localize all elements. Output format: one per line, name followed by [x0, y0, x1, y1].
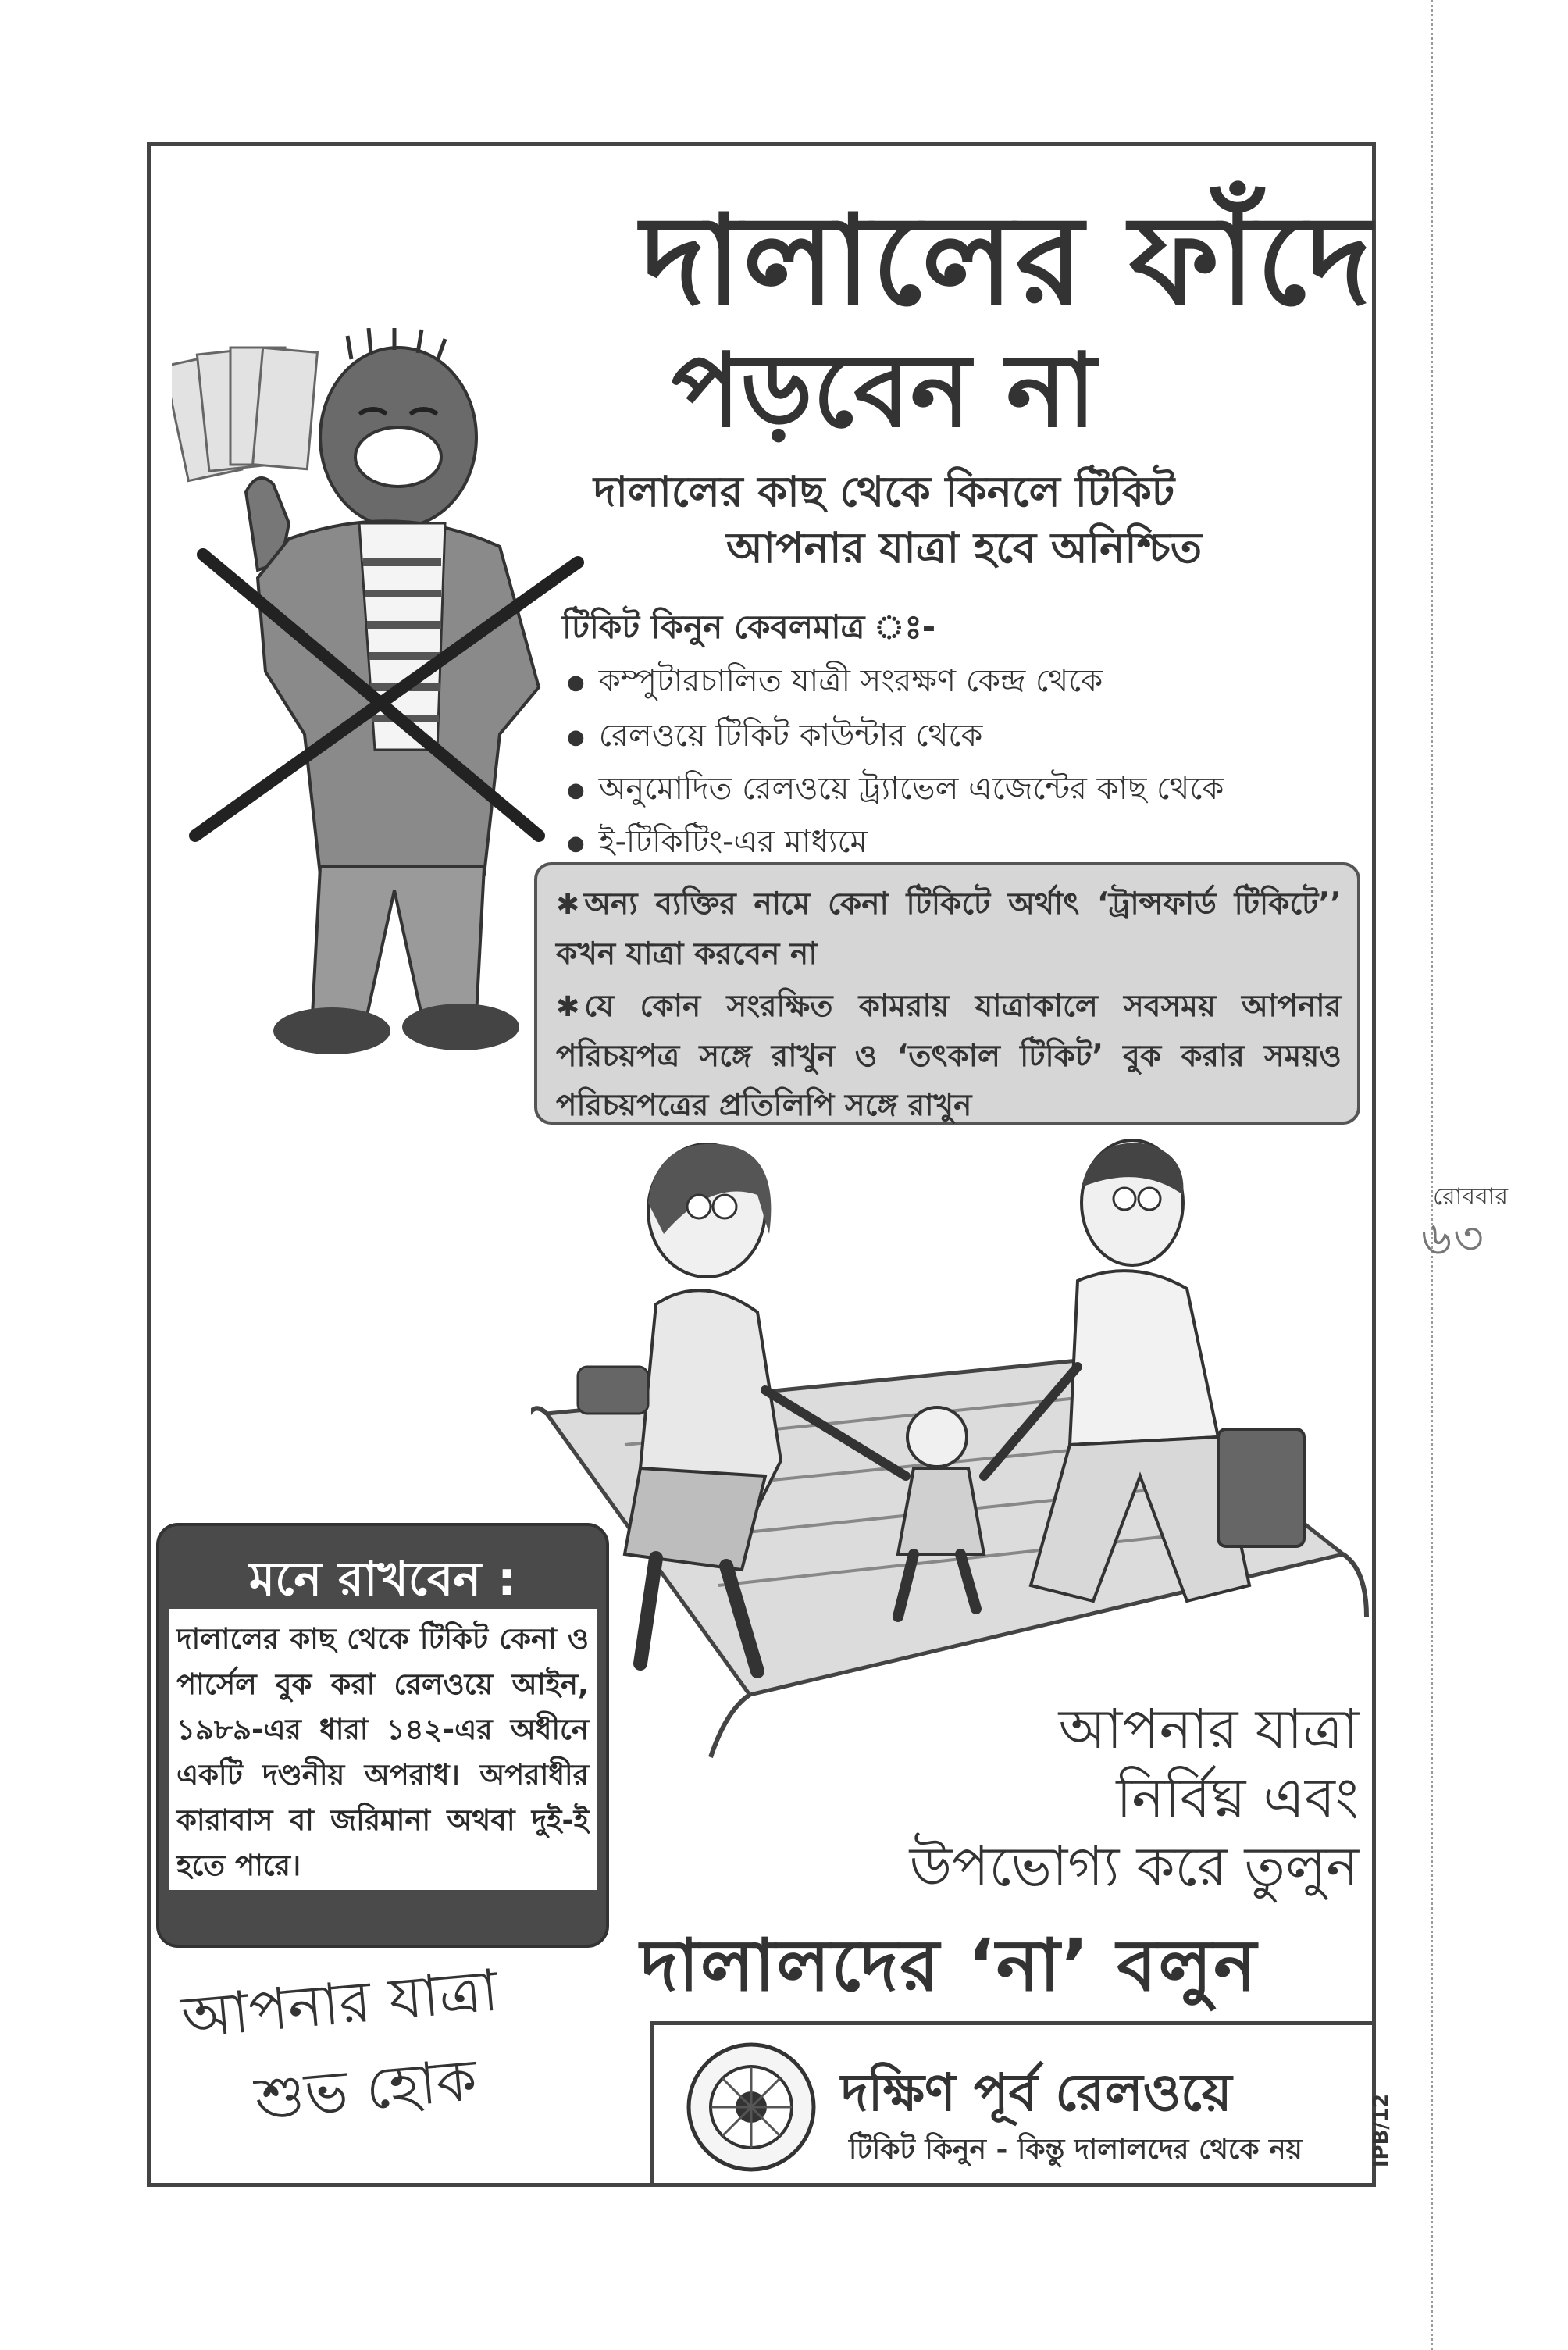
remember-notice-box — [156, 1523, 609, 1948]
railway-tagline: টিকিট কিনুন - কিন্তু দালালদের থেকে নয় — [849, 2134, 1303, 2166]
railway-footer — [650, 2021, 1394, 2187]
page-number: ৬৩ — [1421, 1211, 1486, 1266]
journey-line-3: উপভোগ্য করে তুলুন — [909, 1835, 1359, 1899]
warning-item — [556, 982, 1342, 1130]
warning-text: অন্য ব্যক্তির নামে কেনা টিকিটে অর্থাৎ ‘ট্রান্সফার্ড টিকিটে’’ কখন যাত্রা করবেন না — [556, 886, 1342, 972]
buy-option-item: ● কম্পুটারচালিত যাত্রী সংরক্ষণ কেন্দ্র থেকে — [567, 656, 1103, 708]
subheadline-line-1: দালালের কাছ থেকে কিনলে টিকিট — [593, 467, 1175, 516]
headline-line-1: দালালের ফাঁদে — [640, 189, 1373, 333]
handwritten-wish-line-1: আপনার যাত্রা — [179, 1956, 501, 2052]
remember-title: মনে রাখবেন : — [248, 1552, 517, 1606]
asterisk-icon: ✱ — [556, 991, 580, 1023]
tout-trousers — [312, 867, 484, 1015]
railway-name: দক্ষিণ পূর্ব রেলওয়ে — [841, 2063, 1232, 2123]
page-gutter-rule — [1431, 0, 1433, 2350]
indian-railways-emblem-icon — [685, 2041, 818, 2173]
suitcase — [1218, 1429, 1304, 1546]
child-head — [907, 1407, 967, 1467]
handwritten-wish-line-2: শুভ হোক — [252, 2046, 480, 2133]
ticket-bundle — [172, 348, 317, 481]
headline-line-2: পড়বেন না — [672, 331, 1096, 450]
subheadline-line-2: আপনার যাত্রা হবে অনিশ্চিত — [726, 523, 1203, 572]
journey-message — [812, 1695, 1359, 1901]
say-no-slogan: দালালদের ‘না’ বলুন — [640, 1924, 1258, 2007]
journey-line-2: নির্বিঘ্ন এবং — [1116, 1766, 1359, 1830]
warning-text: যে কোন সংরক্ষিত কামরায় যাত্রাকালে সবসময় আপনার পরিচয়পত্র সঙ্গে রাখুন ও ‘তৎকাল টিকিট’ বুক করার সময়ও পরিচয়পত্রের প্রতিলিপি সঙ্গে রাখুন — [556, 989, 1342, 1123]
remember-text: দালালের কাছ থেকে টিকিট কেনা ও পার্সেল বুক করা রেলওয়ে আইন, ১৯৮৯-এর ধারা ১৪২-এর অধীনে একটি দণ্ডনীয় অপরাধ। অপরাধীর কারাবাস বা জরিমানা অথবা দুই-ই হতে পারে। — [169, 1609, 597, 1890]
buy-section-heading: টিকিট কিনুন কেবলমাত্র ঃ- — [562, 608, 936, 646]
page-day-label: রোববার — [1433, 1183, 1508, 1211]
family-on-ticket-carpet-illustration — [531, 1132, 1374, 1788]
buy-option-item: ● ই-টিকিটিং-এর মাধ্যমে — [567, 817, 868, 869]
buy-option-item: ● অনুমোদিত রেলওয়ে ট্র্যাভেল এজেন্টের কাছ থেকে — [567, 764, 1224, 816]
asterisk-icon: ✱ — [556, 889, 580, 921]
warning-item — [556, 879, 1342, 979]
buy-option-item: ● রেলওয়ে টিকিট কাউন্টার থেকে — [567, 711, 982, 763]
woman-handbag — [578, 1367, 648, 1414]
warning-box — [534, 862, 1360, 1125]
journey-line-1: আপনার যাত্রা — [1058, 1697, 1359, 1761]
ad-code: IPB/12 — [1370, 2093, 1394, 2168]
